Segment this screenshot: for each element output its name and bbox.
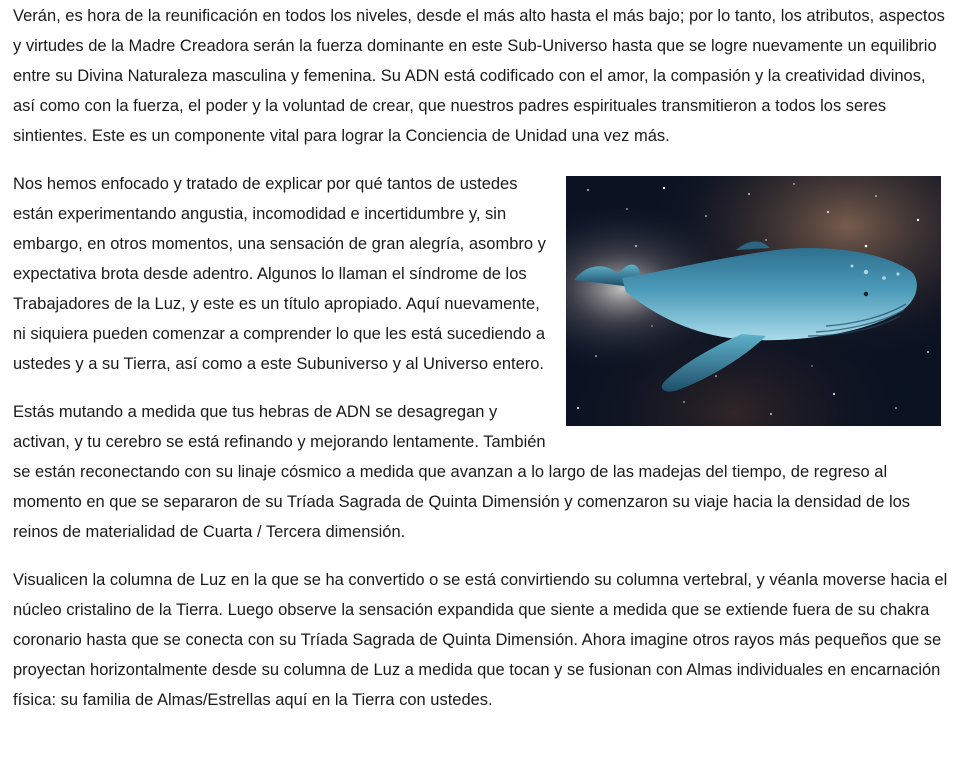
article-paragraph-3: Estás mutando a medida que tus hebras de ADN se desagregan y activan, y tu cerebro se está refinando y mejorando lentamente. También se están reconectando con su linaje cósmico a medida que avanzan a lo largo de las madejas del tiempo, de regreso al momento en que se separaron de su Tríada Sagrada de Quinta Dimensión y comenzaron su viaje hacia la densidad de los reinos de materialidad de Cuarta / Tercera dimensión. (13, 403, 911, 541)
whale-space-image (566, 176, 941, 426)
article-paragraph-1: Verán, es hora de la reunificación en todos los niveles, desde el más alto hasta el más bajo; por lo tanto, los atributos, aspectos y virtudes de la Madre Creadora serán la fuerza dominante en este Sub-Universo hasta que se logre nuevamente un equilibrio entre su Divina Naturaleza masculina y femenina. Su ADN está codificado con el amor, la compasión y la creatividad divinos, así como con la fuerza, el poder y la voluntad de crear, que nuestros padres espirituales transmitieron a todos los seres sintientes. Este es un componente vital para lograr la Conciencia de Unidad una vez más. (13, 7, 945, 145)
article-body (13, 1, 948, 733)
article-paragraph-4: Visualicen la columna de Luz en la que se ha convertido o se está convirtiendo su columna vertebral, y véanla moverse hacia el núcleo cristalino de la Tierra. Luego observe la sensación expandida que siente a medida que se extiende fuera de su chakra coronario hasta que se conecta con su Tríada Sagrada de Quinta Dimensión. Ahora imagine otros rayos más pequeños que se proyectan horizontalmente desde su columna de Luz a medida que tocan y se fusionan con Almas individuales en encarnación física: su familia de Almas/Estrellas aquí en la Tierra con ustedes. (13, 571, 948, 709)
article-paragraph-2: Nos hemos enfocado y tratado de explicar por qué tantos de ustedes están experimentando angustia, incomodidad e incertidumbre y, sin embargo, en otros momentos, una sensación de gran alegría, asombro y expectativa brota desde adentro. Algunos lo llaman el síndrome de los Trabajadores de la Luz, y este es un título apropiado. Aquí nuevamente, ni siquiera pueden comenzar a comprender lo que les está sucediendo a ustedes y a su Tierra, así como a este Subuniverso y al Universo entero. (13, 175, 546, 373)
humpback-whale-in-space-image (566, 176, 941, 426)
